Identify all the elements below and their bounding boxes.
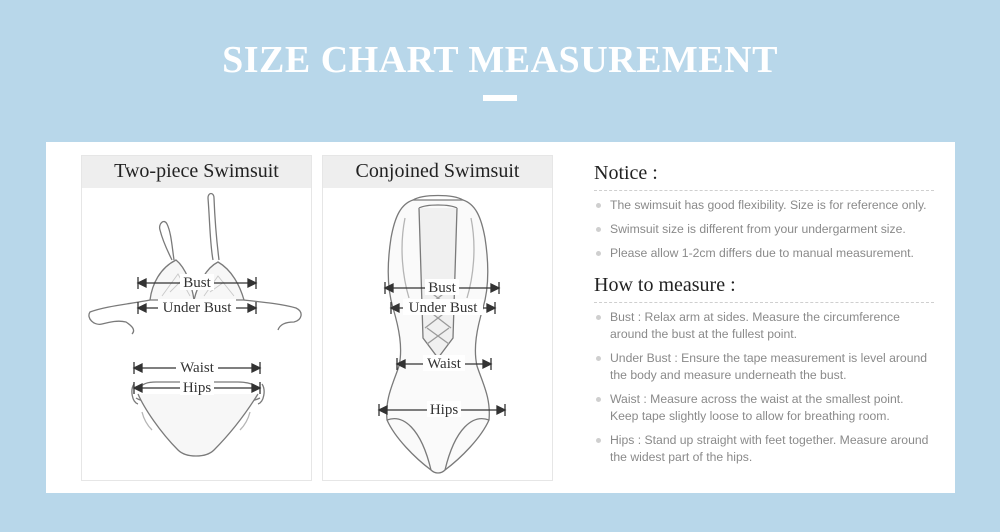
list-item: Waist : Measure across the waist at the smallest point. Keep tape slightly loose to allow for breathing room.: [594, 391, 934, 425]
size-chart-panel: [46, 142, 955, 493]
bullet-icon: [596, 356, 601, 361]
list-item: Under Bust : Ensure the tape measurement is level around the body and measure underneath the bust.: [594, 350, 934, 384]
bullet-icon: [596, 438, 601, 443]
bullet-icon: [596, 203, 601, 208]
list-item: Hips : Stand up straight with feet together. Measure around the widest part of the hips.: [594, 432, 934, 466]
two-piece-hips-label: Hips: [182, 380, 212, 396]
two-piece-card: [81, 155, 312, 481]
info-column: [594, 162, 934, 473]
two-piece-swimsuit-illustration: [82, 188, 311, 480]
list-item: The swimsuit has good flexibility. Size is for reference only.: [594, 197, 934, 214]
bullet-icon: [596, 397, 601, 402]
notice-list: [594, 197, 934, 262]
conjoined-hips-label: Hips: [429, 402, 459, 418]
conjoined-card: [322, 155, 553, 481]
conjoined-waist-label: Waist: [427, 356, 461, 372]
list-item: Please allow 1-2cm differs due to manual measurement.: [594, 245, 934, 262]
page-title: SIZE CHART MEASUREMENT: [222, 39, 778, 81]
conjoined-under-bust-label: Under Bust: [408, 300, 478, 316]
conjoined-swimsuit-illustration: [323, 188, 552, 480]
how-to-measure-title: How to measure :: [594, 274, 934, 303]
bullet-icon: [596, 315, 601, 320]
two-piece-title: Two-piece Swimsuit: [82, 156, 311, 188]
two-piece-bust-label: Bust: [183, 275, 211, 291]
conjoined-title: Conjoined Swimsuit: [323, 156, 552, 188]
notice-title: Notice :: [594, 162, 934, 191]
title-underline: [483, 95, 517, 101]
bullet-icon: [596, 227, 601, 232]
list-item: Bust : Relax arm at sides. Measure the circumference around the bust at the fullest point.: [594, 309, 934, 343]
two-piece-under-bust-label: Under Bust: [162, 300, 232, 316]
list-item: Swimsuit size is different from your undergarment size.: [594, 221, 934, 238]
bullet-icon: [596, 251, 601, 256]
conjoined-bust-label: Bust: [428, 280, 456, 296]
how-to-measure-list: [594, 309, 934, 466]
two-piece-waist-label: Waist: [180, 360, 214, 376]
